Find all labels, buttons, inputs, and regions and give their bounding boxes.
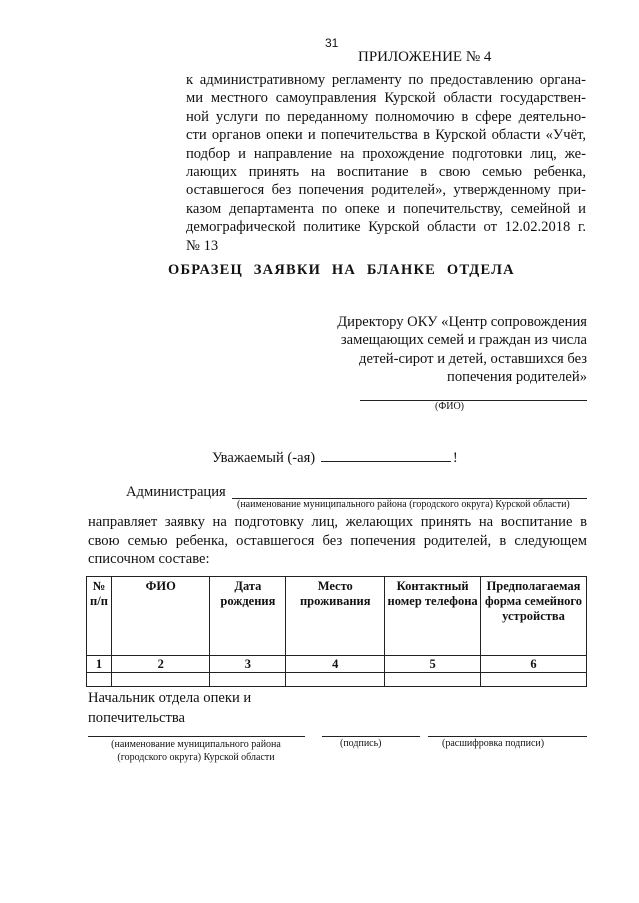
table-cell <box>286 672 385 686</box>
table-cell: 6 <box>481 656 587 673</box>
decoding-blank-line <box>428 736 587 737</box>
table-cell <box>385 672 481 686</box>
greeting-name-blank <box>321 448 451 462</box>
table-header-cell: ФИО <box>111 577 210 656</box>
municipality-caption <box>96 738 296 764</box>
intro-line: лающих принять на воспитание в свою семью ребенка, <box>186 164 586 181</box>
form-heading: ОБРАЗЕЦ ЗАЯВКИ НА БЛАНКЕ ОТДЕЛА <box>168 262 515 278</box>
table-cell <box>111 672 210 686</box>
page-number: 31 <box>325 36 339 50</box>
municipality-blank-line <box>88 736 305 737</box>
addressee-line: детей-сирот и детей, оставшихся без <box>359 350 587 367</box>
table-header-cell: Контактный номер телефона <box>385 577 481 656</box>
admin-label: Администрация <box>126 484 226 500</box>
intro-line: подбор и направление на прохождение подготовки лиц, же- <box>186 145 586 162</box>
addressee-line: попечения родителей» <box>447 369 587 386</box>
table-header-cell: Место проживания <box>286 577 385 656</box>
table-cell: 1 <box>87 656 112 673</box>
admin-caption: (наименование муниципального района (городского округа) Курской области) <box>237 499 570 510</box>
table-cell: 3 <box>210 656 286 673</box>
signature-blank-line <box>322 736 420 737</box>
intro-line: ной услуги по переданному полномочию в сфере деятельно- <box>186 108 586 125</box>
chief-title-line: попечительства <box>88 710 186 726</box>
candidates-table <box>86 576 587 687</box>
request-paragraph <box>88 513 587 569</box>
fio-blank-line <box>360 400 587 401</box>
request-line: направляет заявку на подготовку лиц, желающих принять на воспитание в <box>88 514 587 530</box>
table-cell <box>481 672 587 686</box>
chief-title-line: Начальник отдела опеки и <box>88 690 252 706</box>
intro-line: демографической политике Курской области от 12.02.2018 г. <box>186 219 586 236</box>
table-header-cell: Предполагаемая форма семейного устройства <box>481 577 587 656</box>
fio-caption: (ФИО) <box>435 401 465 412</box>
request-line: свою семью ребенка, оставшегося без попечения родителей, в следующем <box>88 532 587 549</box>
addressee-line: замещающих семей и граждан из числа <box>340 332 587 349</box>
intro-line: казом департамента по опеке и попечительству, семейной и <box>186 200 586 217</box>
greeting-prefix: Уважаемый (-ая) <box>212 450 316 466</box>
table-header-row <box>87 577 587 656</box>
intro-line: сти органов опеки и попечительства в Курской области «Учёт, <box>186 127 586 144</box>
table-cell <box>210 672 286 686</box>
table-cell: 5 <box>385 656 481 673</box>
greeting-suffix: ! <box>452 450 458 466</box>
table-row <box>87 672 587 686</box>
municipality-caption-line: (городского округа) Курской области <box>117 752 275 763</box>
municipality-caption-line: (наименование муниципального района <box>111 739 281 750</box>
chief-title <box>88 688 251 728</box>
table-cell <box>87 672 112 686</box>
request-line: списочном составе: <box>88 551 210 568</box>
intro-line: к административному регламенту по предоставлению органа- <box>186 72 586 88</box>
addressee-block <box>297 313 587 387</box>
addressee-line: Директору ОКУ «Центр сопровождения <box>337 314 587 330</box>
intro-line: № 13 <box>186 237 219 254</box>
table-row <box>87 656 587 673</box>
signature-caption: (подпись) <box>340 738 382 749</box>
table-header-cell: № п/п <box>87 577 112 656</box>
table-cell: 4 <box>286 656 385 673</box>
table-header-cell: Дата рождения <box>210 577 286 656</box>
intro-paragraph <box>186 71 586 255</box>
appendix-title: ПРИЛОЖЕНИЕ № 4 <box>358 49 492 65</box>
table-cell: 2 <box>111 656 210 673</box>
intro-line: ми местного самоуправления Курской области государствен- <box>186 90 586 107</box>
intro-line: оставшегося без попечения родителей», утвержденному при- <box>186 182 586 199</box>
greeting <box>212 448 458 467</box>
decoding-caption: (расшифровка подписи) <box>442 738 545 749</box>
